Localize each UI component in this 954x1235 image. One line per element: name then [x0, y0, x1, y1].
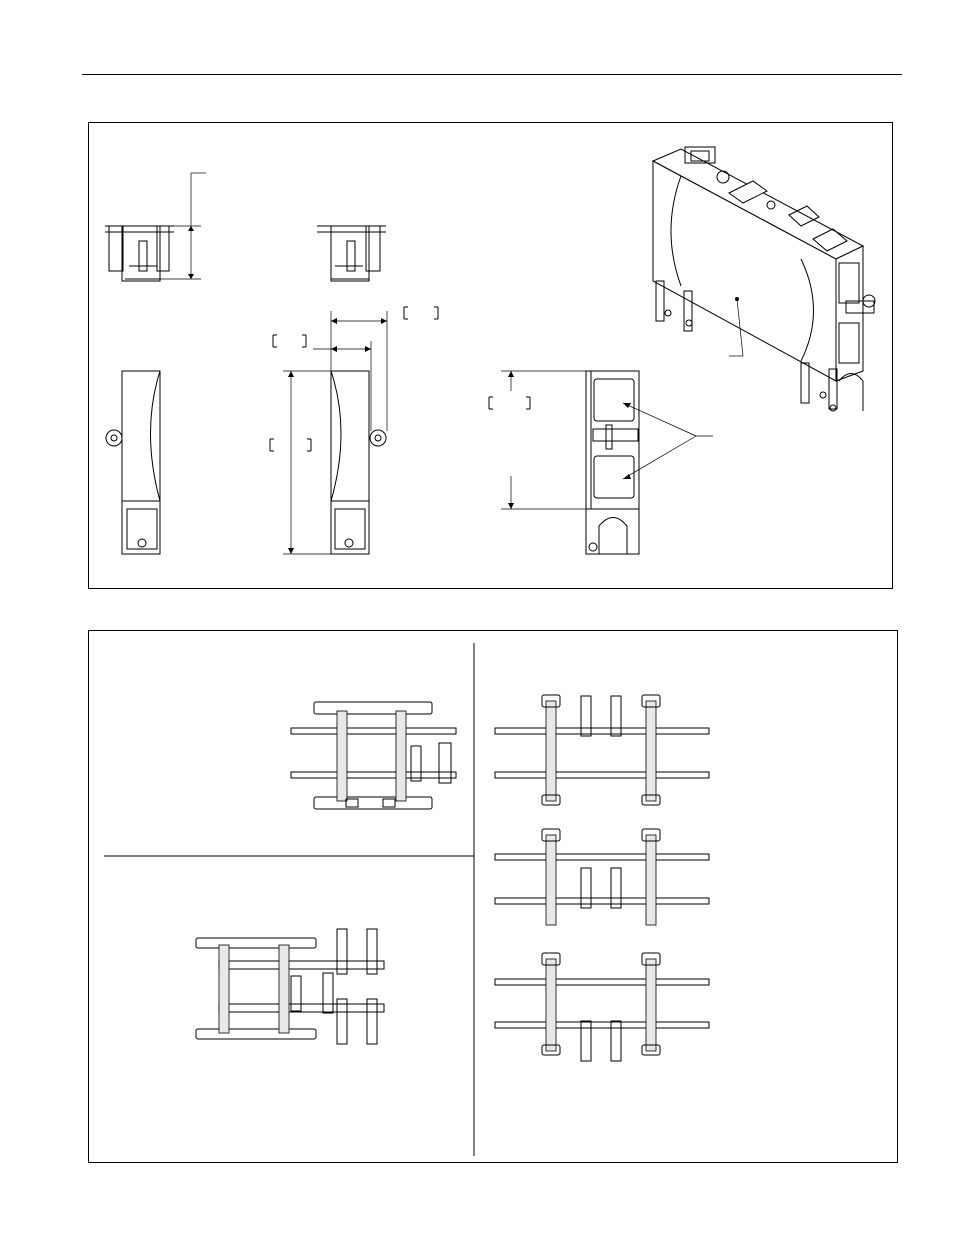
isometric-view [653, 147, 875, 411]
config-e [495, 953, 709, 1061]
config-d [495, 829, 709, 925]
side-view [489, 371, 713, 554]
front-view-left [106, 371, 160, 554]
mounting-configurations [89, 631, 899, 1164]
config-c [495, 695, 709, 805]
front-view-right [270, 307, 438, 554]
config-b [196, 929, 384, 1044]
config-a [291, 702, 456, 809]
mounting-configurations-panel [88, 630, 898, 1163]
header-rule [82, 74, 902, 75]
dimension-drawing-panel [88, 122, 893, 589]
dimension-drawing [89, 123, 894, 590]
top-view-left [105, 173, 206, 281]
top-view-right [317, 226, 386, 281]
